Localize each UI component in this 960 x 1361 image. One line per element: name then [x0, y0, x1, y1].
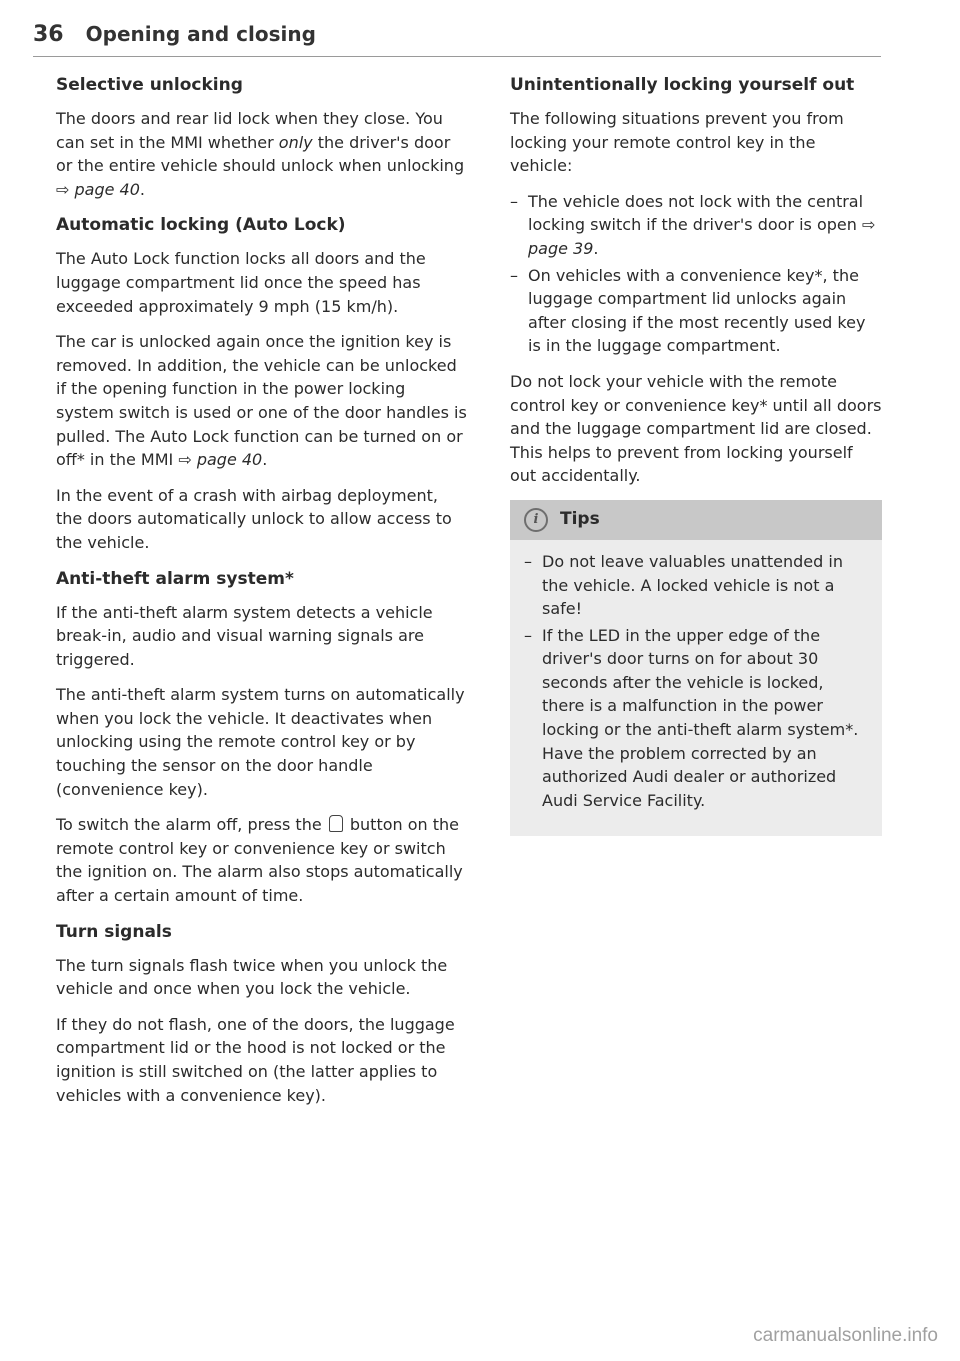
paragraph: If the anti-theft alarm system detects a vehicle break-in, audio and visual warning signals are triggered. — [56, 602, 433, 669]
bullet-list — [510, 190, 882, 358]
section-locking-yourself-out — [510, 73, 882, 488]
tips-item: – Do not leave valuables unattended in the vehicle. A locked vehicle is not a safe! — [524, 550, 868, 621]
page-number: 36 — [33, 22, 64, 47]
tips-title: Tips — [560, 509, 600, 530]
paragraph — [56, 330, 468, 472]
paragraph: Do not lock your vehicle with the remote control key or convenience key* until all doors and the luggage compartment lid are closed. This helps to prevent from locking yourself out accidentally. — [510, 371, 882, 486]
text: The vehicle does not lock with the central locking switch if the driver's door is open — [528, 191, 864, 235]
heading-anti-theft-alarm: Anti-theft alarm system* — [56, 568, 294, 589]
section-anti-theft-alarm — [56, 567, 468, 908]
heading-selective-unlocking: Selective unlocking — [56, 75, 243, 95]
paragraph — [56, 813, 468, 907]
list-item: – On vehicles with a convenience key*, the luggage compartment lid unlocks again after closing if the most recently used key is in the luggage compartment. — [510, 264, 882, 358]
emphasis-only: only — [278, 132, 313, 152]
paragraph: If they do not flash, one of the doors, the luggage compartment lid or the hood is not locked or the ignition is still switched on (the latter applies to vehicles with a convenience key). — [56, 1014, 455, 1105]
text: To switch the alarm off, press the — [56, 815, 327, 835]
section-turn-signals — [56, 920, 468, 1108]
page-header — [33, 22, 881, 57]
page-reference-link[interactable]: ⇨ page 40 — [56, 179, 140, 199]
text: . — [262, 450, 268, 470]
heading-turn-signals: Turn signals — [56, 921, 172, 942]
paragraph: The following situations prevent you from locking your remote control key in the vehicle: — [510, 109, 844, 176]
paragraph: The anti-theft alarm system turns on automatically when you lock the vehicle. It deactivates when unlocking using the remote control key or by touching the sensor on the door handle (convenience key). — [56, 685, 465, 799]
tips-item: – If the LED in the upper edge of the driver's door turns on for about 30 seconds after the vehicle is locked, there is a malfunction in the power locking or the anti-theft alarm system*. Have the problem corrected by an authorized Audi dealer or authorized Audi Service Facility. — [524, 624, 868, 813]
page-reference-link[interactable]: ⇨ page 39 — [528, 215, 876, 258]
info-icon: i — [524, 508, 548, 532]
trunk-key-button-icon — [329, 815, 343, 832]
text: The doors and rear lid lock when they close. You can set in the MMI whether — [56, 109, 443, 152]
paragraph: The Auto Lock function locks all doors and the luggage compartment lid once the speed has exceeded approximately 9 mph (15 km/h). — [56, 249, 426, 316]
tips-header — [510, 500, 882, 540]
page-reference-link[interactable]: ⇨ page 40 — [178, 450, 263, 470]
text: The car is unlocked again once the ignition key is removed. In addition, the vehicle can be unlocked if the opening function in the power locking system switch is used or one of the door handles is pulled. The Auto Lock function can be turned on or off* in the MMI — [56, 332, 467, 470]
list-item — [510, 190, 882, 261]
heading-auto-lock: Automatic locking (Auto Lock) — [56, 215, 346, 236]
paragraph-selective-unlocking — [56, 107, 468, 201]
tips-box — [510, 500, 882, 837]
section-selective-unlocking — [56, 73, 468, 201]
text: button on the remote control key or convenience key or switch the ignition on. The alarm also stops automatically after a certain amount of time. — [56, 815, 463, 906]
heading-locking-yourself-out: Unintentionally locking yourself out — [510, 75, 855, 95]
tips-list — [524, 550, 868, 813]
paragraph: The turn signals flash twice when you unlock the vehicle and once when you lock the vehicle. — [56, 955, 448, 999]
text: . — [593, 238, 599, 258]
right-column — [510, 73, 882, 836]
left-column — [56, 73, 468, 1119]
text: . — [139, 179, 145, 199]
paragraph: In the event of a crash with airbag deployment, the doors automatically unlock to allow access to the vehicle. — [56, 485, 452, 552]
text: the driver's door or the entire vehicle should unlock when unlocking — [56, 132, 465, 176]
watermark: carmanualsonline.info — [753, 1325, 938, 1346]
section-auto-lock — [56, 213, 468, 554]
chapter-title: Opening and closing — [85, 22, 316, 46]
